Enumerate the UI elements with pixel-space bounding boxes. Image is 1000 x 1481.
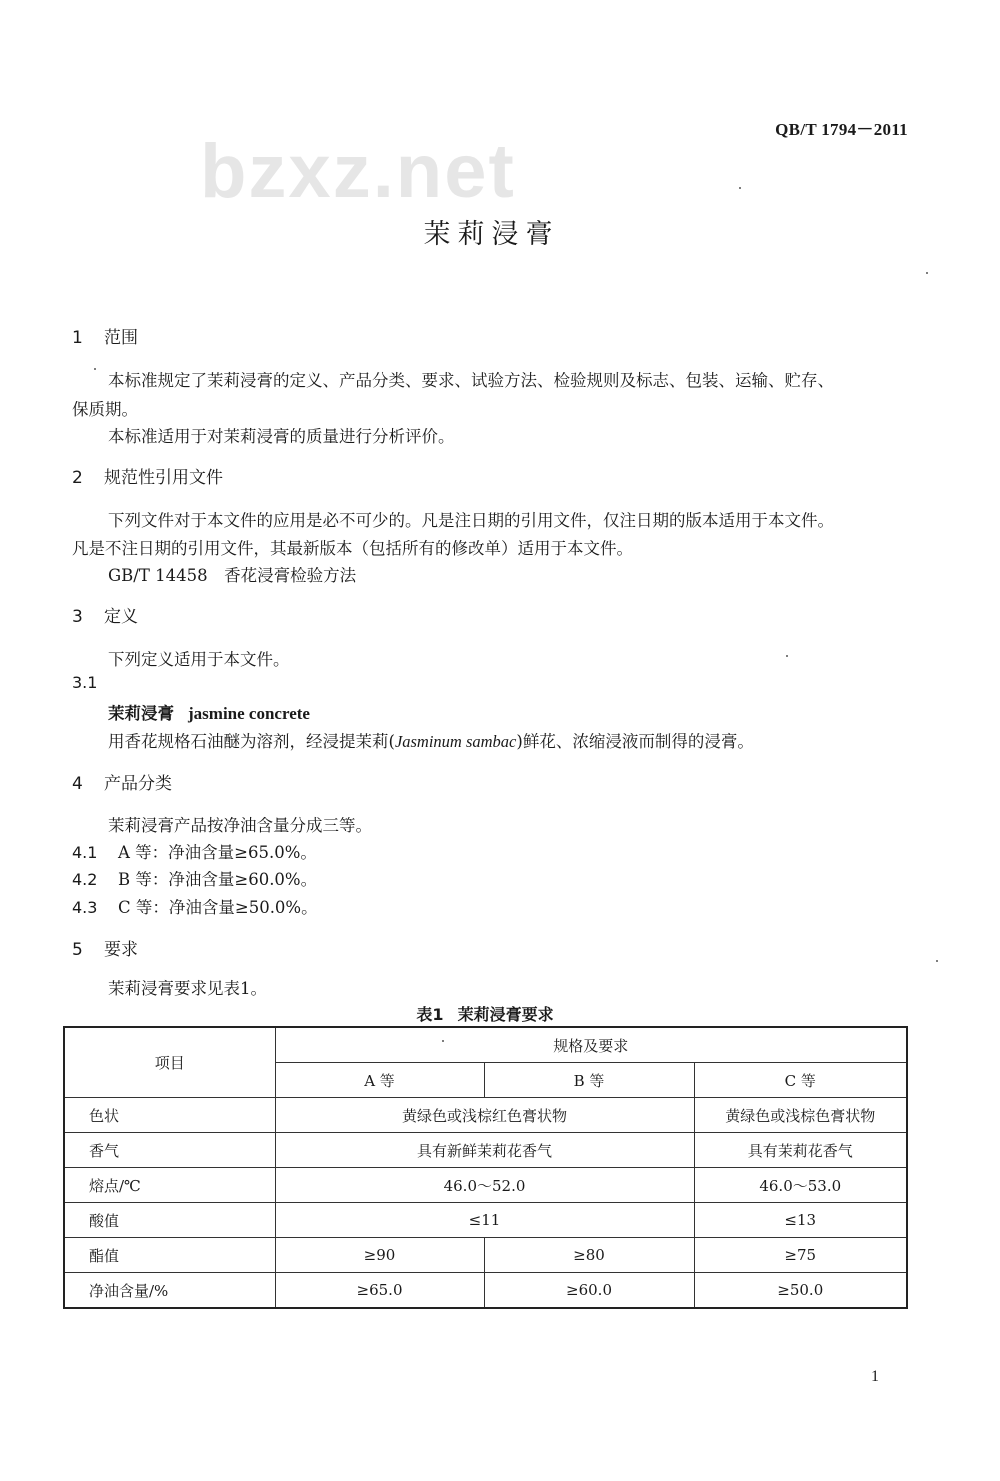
section-1-paragraph: 本标准适用于对茉莉浸膏的质量进行分析评价。 [108, 427, 455, 446]
scan-speck [926, 272, 928, 274]
table-row [64, 1098, 907, 1133]
term-definition [108, 728, 754, 752]
row-value-cell: 46.0～52.0 [275, 1168, 694, 1203]
row-value-cell: ≤13 [694, 1203, 907, 1238]
scan-speck [442, 1040, 444, 1042]
section-title: 规范性引用文件 [104, 468, 223, 488]
row-value-cell: 黄绿色或浅棕红色膏状物 [275, 1098, 694, 1133]
clause-number: 3.1 [72, 673, 98, 692]
row-value-cell: 46.0～53.0 [694, 1168, 907, 1203]
section-number: 5 [72, 940, 83, 960]
normative-reference: GB/T 14458 香花浸膏检验方法 [108, 566, 357, 585]
grade-b-header: B 等 [484, 1063, 694, 1098]
row-value-cell: ≤11 [275, 1203, 694, 1238]
section-number: 4 [72, 774, 83, 794]
row-item-cell: 色状 [64, 1098, 275, 1133]
scan-speck [739, 187, 741, 189]
scan-speck [936, 960, 938, 962]
document-title: 茉莉浸膏 [423, 219, 560, 250]
term-english: jasmine concrete [188, 704, 310, 723]
table-caption [0, 1002, 970, 1025]
table-header-row [64, 1027, 907, 1063]
section-1-paragraph-line: 保质期。 [72, 400, 138, 419]
scan-speck [786, 655, 788, 657]
clause-number: 4.3 [72, 898, 98, 917]
table-row [64, 1273, 907, 1309]
section-5-paragraph: 茉莉浸膏要求见表1。 [108, 979, 267, 998]
row-value-cell: 黄绿色或浅棕色膏状物 [694, 1098, 907, 1133]
row-value-cell: ≥60.0 [484, 1273, 694, 1309]
section-number: 2 [72, 468, 83, 488]
watermark: bzxz.net [200, 129, 516, 214]
scan-speck [94, 368, 96, 370]
section-number: 1 [72, 328, 83, 348]
section-4-paragraph: 茉莉浸膏产品按净油含量分成三等。 [108, 816, 372, 835]
section-3-paragraph: 下列定义适用于本文件。 [108, 650, 290, 669]
row-value-cell: ≥75 [694, 1238, 907, 1273]
standard-code: QB/T 1794－2011 [775, 120, 908, 139]
section-title: 范围 [104, 328, 138, 348]
section-4-heading [72, 769, 172, 794]
definition-text: 用香花规格石油醚为溶剂，经浸提茉莉( [108, 732, 395, 751]
section-1-heading [72, 323, 138, 348]
grade-c-header: C 等 [694, 1063, 907, 1098]
table-row [64, 1133, 907, 1168]
grade-item [72, 866, 317, 890]
section-2-heading [72, 463, 223, 488]
row-value-cell: 具有茉莉花香气 [694, 1133, 907, 1168]
grade-text: B 等：净油含量≥60.0%。 [118, 870, 318, 889]
table-row [64, 1168, 907, 1203]
latin-name: Jasminum sambac [394, 732, 517, 751]
table-title: 茉莉浸膏要求 [457, 1005, 554, 1024]
section-title: 要求 [104, 940, 138, 960]
table-number: 表1 [416, 1005, 444, 1024]
row-value-cell: 具有新鲜茉莉花香气 [275, 1133, 694, 1168]
row-item-cell: 酸值 [64, 1203, 275, 1238]
requirements-table [63, 1026, 908, 1309]
section-5-heading [72, 935, 138, 960]
grade-text: C 等：净油含量≥50.0%。 [118, 898, 318, 917]
header-spec-cell: 规格及要求 [275, 1027, 907, 1063]
table-row [64, 1203, 907, 1238]
row-value-cell: ≥90 [275, 1238, 484, 1273]
section-2-paragraph-line: 凡是不注日期的引用文件，其最新版本（包括所有的修改单）适用于本文件。 [72, 539, 633, 558]
section-title: 定义 [104, 607, 138, 627]
section-3-heading [72, 602, 138, 627]
header-item-cell: 项目 [64, 1027, 275, 1098]
section-2-paragraph-line: 下列文件对于本文件的应用是必不可少的。凡是注日期的引用文件，仅注日期的版本适用于本文件。 [108, 511, 834, 530]
row-item-cell: 香气 [64, 1133, 275, 1168]
row-item-cell: 熔点/℃ [64, 1168, 275, 1203]
section-1-paragraph-line: 本标准规定了茉莉浸膏的定义、产品分类、要求、试验方法、检验规则及标志、包装、运输、贮存、 [108, 371, 834, 390]
row-item-cell: 净油含量/% [64, 1273, 275, 1309]
term-chinese: 茉莉浸膏 [108, 704, 174, 723]
clause-number: 4.1 [72, 843, 98, 862]
row-value-cell: ≥65.0 [275, 1273, 484, 1309]
section-number: 3 [72, 607, 83, 627]
grade-item [72, 894, 318, 918]
clause-number: 4.2 [72, 870, 98, 889]
grade-a-header: A 等 [275, 1063, 484, 1098]
term-entry [108, 700, 310, 724]
page-number: 1 [871, 1368, 879, 1385]
grade-text: A 等：净油含量≥65.0%。 [118, 843, 317, 862]
grade-item [72, 839, 317, 863]
row-value-cell: ≥80 [484, 1238, 694, 1273]
section-title: 产品分类 [104, 774, 172, 794]
table-row [64, 1238, 907, 1273]
row-value-cell: ≥50.0 [694, 1273, 907, 1309]
row-item-cell: 酯值 [64, 1238, 275, 1273]
definition-text: )鲜花、浓缩浸液而制得的浸膏。 [516, 732, 754, 751]
